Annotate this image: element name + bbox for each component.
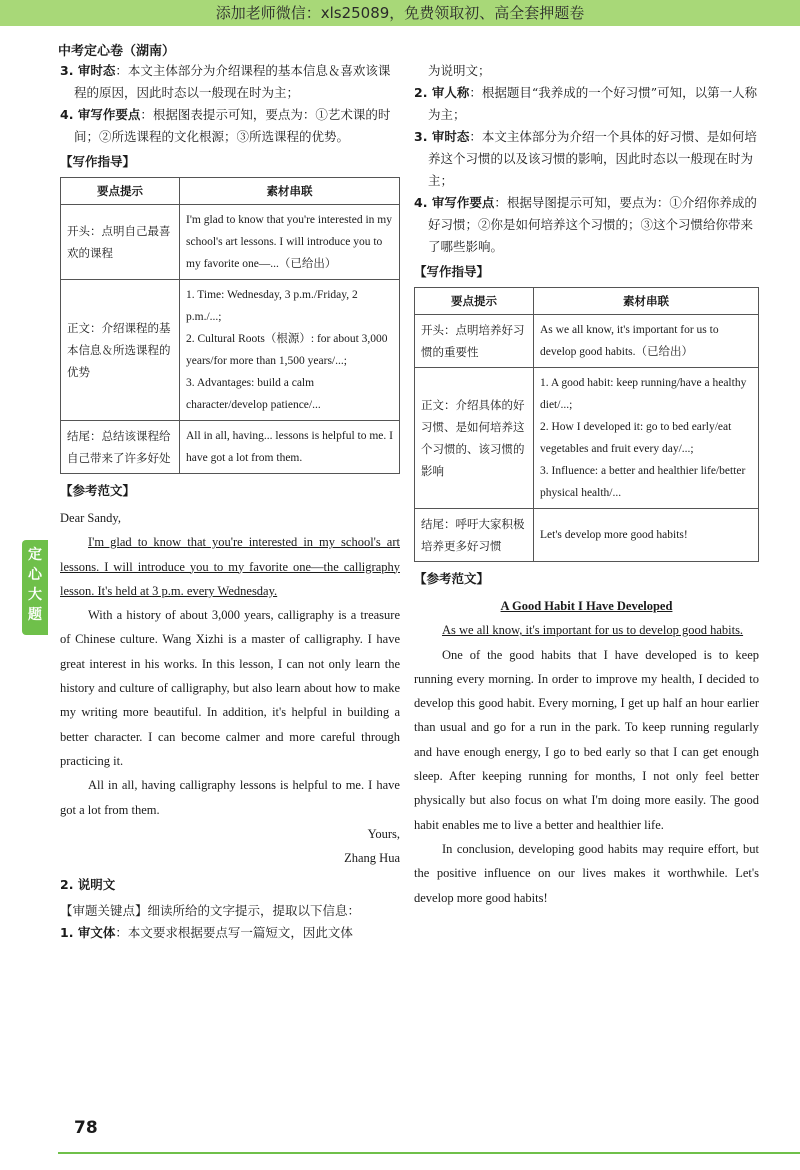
sample-essay: [60, 506, 400, 870]
side-tab-char: 题: [28, 607, 42, 623]
table-value: As we all know, it's important for us to develop good habits.（已给出）: [534, 315, 759, 368]
table-value: 1. A good habit: keep running/have a healthy diet/...; 2. How I developed it: go to bed early/eat vegetables and fruit every day/...; 3. Influence: a better and healthier life/better physical health/...: [534, 368, 759, 509]
right-item-4: 4. 审写作要点：根据导图提示可知，要点为：①介绍你养成的好习惯；②你是如何培养这个习惯的；③这个习惯给你带来了哪些影响。: [414, 195, 757, 254]
left-item-4: 4. 审写作要点：根据图表提示可知，要点为：①艺术课的时间；②所选课程的文化根源；③所选课程的优势。: [60, 107, 391, 144]
continued-text: 为说明文；: [428, 63, 491, 78]
sample-essay: [414, 594, 759, 910]
table-value: Let's develop more good habits!: [534, 509, 759, 562]
left-column: [60, 60, 400, 944]
signature: Zhang Hua: [344, 851, 400, 866]
table-row: [61, 205, 400, 280]
page-header: 中考定心卷（湖南）: [58, 44, 176, 59]
right-item-3: 3. 审时态：本文主体部分为介绍一个具体的好习惯、是如何培养这个习惯的以及该习惯的影响，因此时态以一般现在时为主；: [414, 129, 757, 188]
side-tab: [22, 540, 48, 635]
table-key: 结尾：呼吁大家积极培养更多好习惯: [415, 509, 534, 562]
sample-title: 【参考范文】: [414, 571, 490, 586]
table-row: [415, 368, 759, 509]
table-header: 素材串联: [180, 178, 400, 205]
table-key: 开头：点明自己最喜欢的课程: [61, 205, 180, 280]
left-item-3: 3. 审时态：本文主体部分为介绍课程的基本信息＆喜欢该课程的原因，因此时态以一般现在时为主；: [60, 63, 391, 100]
top-banner: 添加老师微信：xls25089，免费领取初、高全套押题卷: [0, 0, 800, 26]
table-row: [61, 421, 400, 474]
essay-paragraph: In conclusion, developing good habits may require effort, but the positive influence on our lives makes it worthwhile. Let's develop more good habits!: [414, 841, 759, 905]
table-key: 结尾：总结该课程给自己带来了许多好处: [61, 421, 180, 474]
table-header: 要点提示: [61, 178, 180, 205]
table-row: [415, 509, 759, 562]
table-row: [415, 315, 759, 368]
closing: Yours,: [367, 826, 400, 841]
table-key: 正文：介绍课程的基本信息＆所选课程的优势: [61, 280, 180, 421]
right-item-2: 2. 审人称：根据题目“我养成的一个好习惯”可知，以第一人称为主；: [414, 85, 758, 122]
table-row: [61, 280, 400, 421]
table-key: 正文：介绍具体的好习惯、是如何培养这个习惯的、该习惯的影响: [415, 368, 534, 509]
guide-title: 【写作指导】: [414, 264, 490, 279]
page-number: 78: [74, 1118, 98, 1138]
table-header: 要点提示: [415, 288, 534, 315]
guide-title: 【写作指导】: [60, 154, 136, 169]
right-column: [414, 60, 759, 910]
sample-title: 【参考范文】: [60, 483, 136, 498]
left-item-1: 1. 审文体：本文要求根据要点写一篇短文，因此文体: [60, 925, 353, 941]
footer-divider: [58, 1152, 800, 1154]
table-value: 1. Time: Wednesday, 3 p.m./Friday, 2 p.m./...; 2. Cultural Roots（根源）: for about 3,000 years/for more than 1,500 years/...; 3. Advantages: build a calm character/develop patience/...: [180, 280, 400, 421]
side-tab-char: 定: [28, 547, 42, 563]
essay-paragraph: I'm glad to know that you're interested in my school's art lessons. I will introduce you to my favorite one—the calligraphy lesson. It's held at 3 p.m. every Wednesday.: [60, 535, 400, 598]
table-key: 开头：点明培养好习惯的重要性: [415, 315, 534, 368]
guide-table: [60, 177, 400, 474]
section-title: 2. 说明文: [60, 877, 116, 893]
essay-paragraph: All in all, having calligraphy lessons is helpful to me. I have got a lot from them.: [60, 778, 400, 817]
table-header: 素材串联: [534, 288, 759, 315]
essay-paragraph: As we all know, it's important for us to develop good habits.: [442, 623, 744, 638]
essay-paragraph: With a history of about 3,000 years, calligraphy is a treasure of Chinese culture. Wang Xizhi is a master of calligraphy. I have great interest in his works. In this lesson, I can not only learn the history and culture of calligraphy, but also learn about how to make my writing more beautiful. In addition, it's helpful in building a better character. I can become calmer and more careful through practicing it.: [60, 608, 400, 768]
essay-paragraph: One of the good habits that I have developed is to keep running every morning. In order to improve my health, I decided to develop this good habit. Every morning, I get up half an hour earlier than usual and go for a run in the park. To keep running regularly and have enough energy, I go to bed early so that I can get enough sleep. After keeping running for months, I not only feel better physically but also focus on what I'm doing more easily. The good habit enables me to live a better and healthier life.: [414, 647, 759, 832]
essay-title: A Good Habit I Have Developed: [500, 599, 673, 613]
side-tab-char: 心: [28, 567, 42, 583]
table-value: All in all, having... lessons is helpful to me. I have got a lot from them.: [180, 421, 400, 474]
side-tab-char: 大: [28, 587, 42, 603]
greeting: Dear Sandy,: [60, 511, 121, 525]
guide-table: [414, 287, 759, 562]
key-points-title: 【审题关键点】细读所给的文字提示，提取以下信息：: [60, 903, 361, 919]
table-value: I'm glad to know that you're interested in my school's art lessons. I will introduce you to my favorite one—...（已给出）: [180, 205, 400, 280]
